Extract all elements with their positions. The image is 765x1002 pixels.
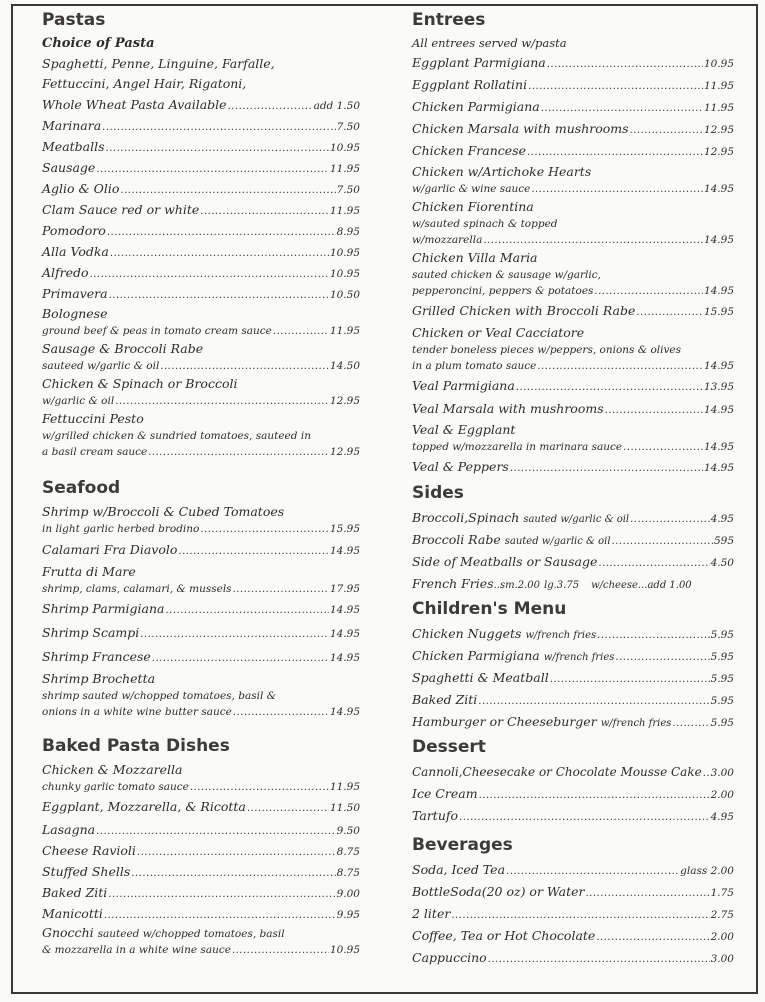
menu-item: Chicken Parmigiana ..... 11.95 — [412, 96, 734, 118]
section-heading-pastas: Pastas — [42, 10, 106, 30]
menu-item-title: Shrimp Brochetta — [42, 671, 156, 686]
menu-item: Hamburger or Cheeseburger w/french fries ..... 5.95 — [412, 711, 734, 733]
menu-item: Broccoli,Spinach sauted w/garlic & oil ..... 4.95 — [412, 507, 734, 529]
menu-item-title: Chicken & Spinach or Broccoli — [42, 376, 238, 391]
menu-item: Chicken Marsala with mushrooms ..... 12.95 — [412, 118, 734, 140]
menu-item: Baked Ziti ..... 5.95 — [412, 689, 734, 711]
menu-item-desc: sauted chicken & sausage w/garlic, — [412, 269, 601, 281]
menu-item: Lasagna ..... 9.50 — [42, 819, 360, 840]
menu-item: Sausage ..... 11.95 — [42, 157, 360, 178]
section-heading-childrens-menu: Children's Menu — [412, 599, 567, 619]
menu-item: Alfredo ..... 10.95 — [42, 262, 360, 283]
section-heading-baked-pasta: Baked Pasta Dishes — [42, 736, 230, 756]
menu-item-desc: in a plum tomato sauce ..... 14.95 — [412, 358, 734, 374]
menu-item: Primavera ..... 10.50 — [42, 283, 360, 304]
menu-item-desc: w/garlic & oil ..... 12.95 — [42, 393, 360, 409]
menu-item-title: Sausage & Broccoli Rabe — [42, 341, 204, 356]
menu-item: Ice Cream ..... 2.00 — [412, 783, 734, 805]
menu-item: Meatballs ..... 10.95 — [42, 136, 360, 157]
section-heading-sides: Sides — [412, 483, 464, 503]
menu-item: Pomodoro ..... 8.95 — [42, 220, 360, 241]
menu-item-title: Chicken & Mozzarella — [42, 762, 183, 777]
menu-item: Alla Vodka ..... 10.95 — [42, 241, 360, 262]
menu-item-desc: sauteed w/garlic & oil ..... 14.50 — [42, 358, 360, 374]
menu-item: Chicken Nuggets w/french fries ..... 5.95 — [412, 623, 734, 645]
section-heading-beverages: Beverages — [412, 835, 513, 855]
whole-wheat-option: Whole Wheat Pasta Available ..... add 1.50 — [42, 94, 360, 115]
menu-item-desc: w/sauted spinach & topped — [412, 218, 558, 230]
menu-item-desc: onions in a white wine butter sauce ..... 14.95 — [42, 704, 360, 720]
menu-item-title: Veal & Eggplant — [412, 422, 516, 437]
menu-item: Cheese Ravioli ..... 8.75 — [42, 840, 360, 861]
menu-item-desc: shrimp, clams, calamari, & mussels ..... 17.95 — [42, 581, 360, 597]
menu-item-desc: tender boneless pieces w/peppers, onions & olives — [412, 344, 682, 356]
menu-item: Aglio & Olio ..... 7.50 — [42, 178, 360, 199]
menu-item: Tartufo ..... 4.95 — [412, 805, 734, 827]
left-column — [42, 6, 360, 958]
menu-item: Coffee, Tea or Hot Chocolate ..... 2.00 — [412, 925, 734, 947]
menu-item-desc: shrimp sauted w/chopped tomatoes, basil & — [42, 690, 276, 702]
menu-item: Spaghetti & Meatball ..... 5.95 — [412, 667, 734, 689]
menu-item-title: Chicken Fiorentina — [412, 199, 534, 214]
section-heading-entrees: Entrees — [412, 10, 486, 30]
menu-item: Chicken Parmigiana w/french fries ..... 5.95 — [412, 645, 734, 667]
menu-item-title: Chicken or Veal Cacciatore — [412, 325, 585, 340]
menu-item-title: Frutta di Mare — [42, 564, 136, 579]
menu-item: Grilled Chicken with Broccoli Rabe ..... 15.95 — [412, 299, 734, 323]
right-column — [412, 6, 734, 969]
menu-item: Side of Meatballs or Sausage ..... 4.50 — [412, 551, 734, 573]
menu-item-title: Shrimp w/Broccoli & Cubed Tomatoes — [42, 504, 285, 519]
menu-item: Broccoli Rabe sauted w/garlic & oil ..... 595 — [412, 529, 734, 551]
menu-item-desc: in light garlic herbed brodino ..... 15.95 — [42, 521, 360, 537]
menu-item-title: Fettuccini Pesto — [42, 411, 144, 426]
menu-item: Cappuccino ..... 3.00 — [412, 947, 734, 969]
menu-item-title: Chicken w/Artichoke Hearts — [412, 164, 592, 179]
section-heading-dessert: Dessert — [412, 737, 486, 757]
menu-item-desc: w/garlic & wine sauce ..... 14.95 — [412, 181, 734, 197]
entrees-note: All entrees served w/pasta — [412, 36, 567, 50]
menu-item-title: Chicken Villa Maria — [412, 250, 538, 265]
choice-of-pasta: Choice of Pasta — [42, 36, 155, 51]
menu-item: Eggplant Rollatini ..... 11.95 — [412, 74, 734, 96]
menu-item: Shrimp Scampi ..... 14.95 — [42, 621, 360, 645]
menu-item-desc: pepperoncini, peppers & potatoes ..... 14.95 — [412, 283, 734, 299]
menu-item: Cannoli,Cheesecake or Chocolate Mousse Cake ..... 3.00 — [412, 761, 734, 783]
menu-item: Shrimp Francese ..... 14.95 — [42, 645, 360, 669]
pasta-types-line: Spaghetti, Penne, Linguine, Farfalle, — [42, 56, 275, 71]
menu-item-desc: w/mozzarella ..... 14.95 — [412, 232, 734, 248]
menu-item: Eggplant Parmigiana ..... 10.95 — [412, 52, 734, 74]
menu-item: Veal Parmigiana ..... 13.95 — [412, 374, 734, 397]
menu-item-desc: chunky garlic tomato sauce ..... 11.95 — [42, 779, 360, 795]
menu-item: Manicotti ..... 9.95 — [42, 903, 360, 924]
menu-item: Calamari Fra Diavolo ..... 14.95 — [42, 537, 360, 562]
menu-item: Chicken Francese ..... 12.95 — [412, 140, 734, 162]
menu-item: Soda, Iced Tea ..... glass 2.00 — [412, 859, 734, 881]
menu-item: Clam Sauce red or white ..... 11.95 — [42, 199, 360, 220]
menu-item: Eggplant, Mozzarella, & Ricotta ..... 11.50 — [42, 795, 360, 819]
menu-item: 2 liter ..... 2.75 — [412, 903, 734, 925]
menu-item: Baked Ziti ..... 9.00 — [42, 882, 360, 903]
pasta-types-line: Fettuccini, Angel Hair, Rigatoni, — [42, 76, 247, 91]
menu-item-desc: topped w/mozzarella in marinara sauce ..... 14.95 — [412, 439, 734, 455]
menu-item-desc: w/grilled chicken & sundried tomatoes, sauteed in — [42, 430, 311, 442]
menu-item: BottleSoda(20 oz) or Water ..... 1.75 — [412, 881, 734, 903]
menu-item: Veal Marsala with mushrooms ..... 14.95 — [412, 397, 734, 420]
menu-item-desc: ground beef & peas in tomato cream sauce ..... 11.95 — [42, 323, 360, 339]
menu-item: Veal & Peppers ..... 14.95 — [412, 455, 734, 479]
menu-item: Stuffed Shells ..... 8.75 — [42, 861, 360, 882]
menu-item-title: Gnocchi sauteed w/chopped tomatoes, basil — [42, 925, 285, 940]
section-heading-seafood: Seafood — [42, 478, 121, 498]
menu-item: French Fries ..sm.2.00 lg.3.75 w/cheese...add 1.00 — [412, 576, 692, 591]
menu-item-desc: & mozzarella in a white wine sauce ..... 10.95 — [42, 942, 360, 958]
menu-item: Shrimp Parmigiana ..... 14.95 — [42, 597, 360, 621]
menu-item-desc: a basil cream sauce ..... 12.95 — [42, 444, 360, 460]
menu-item: Marinara ..... 7.50 — [42, 115, 360, 136]
menu-item-title: Bolognese — [42, 306, 108, 321]
